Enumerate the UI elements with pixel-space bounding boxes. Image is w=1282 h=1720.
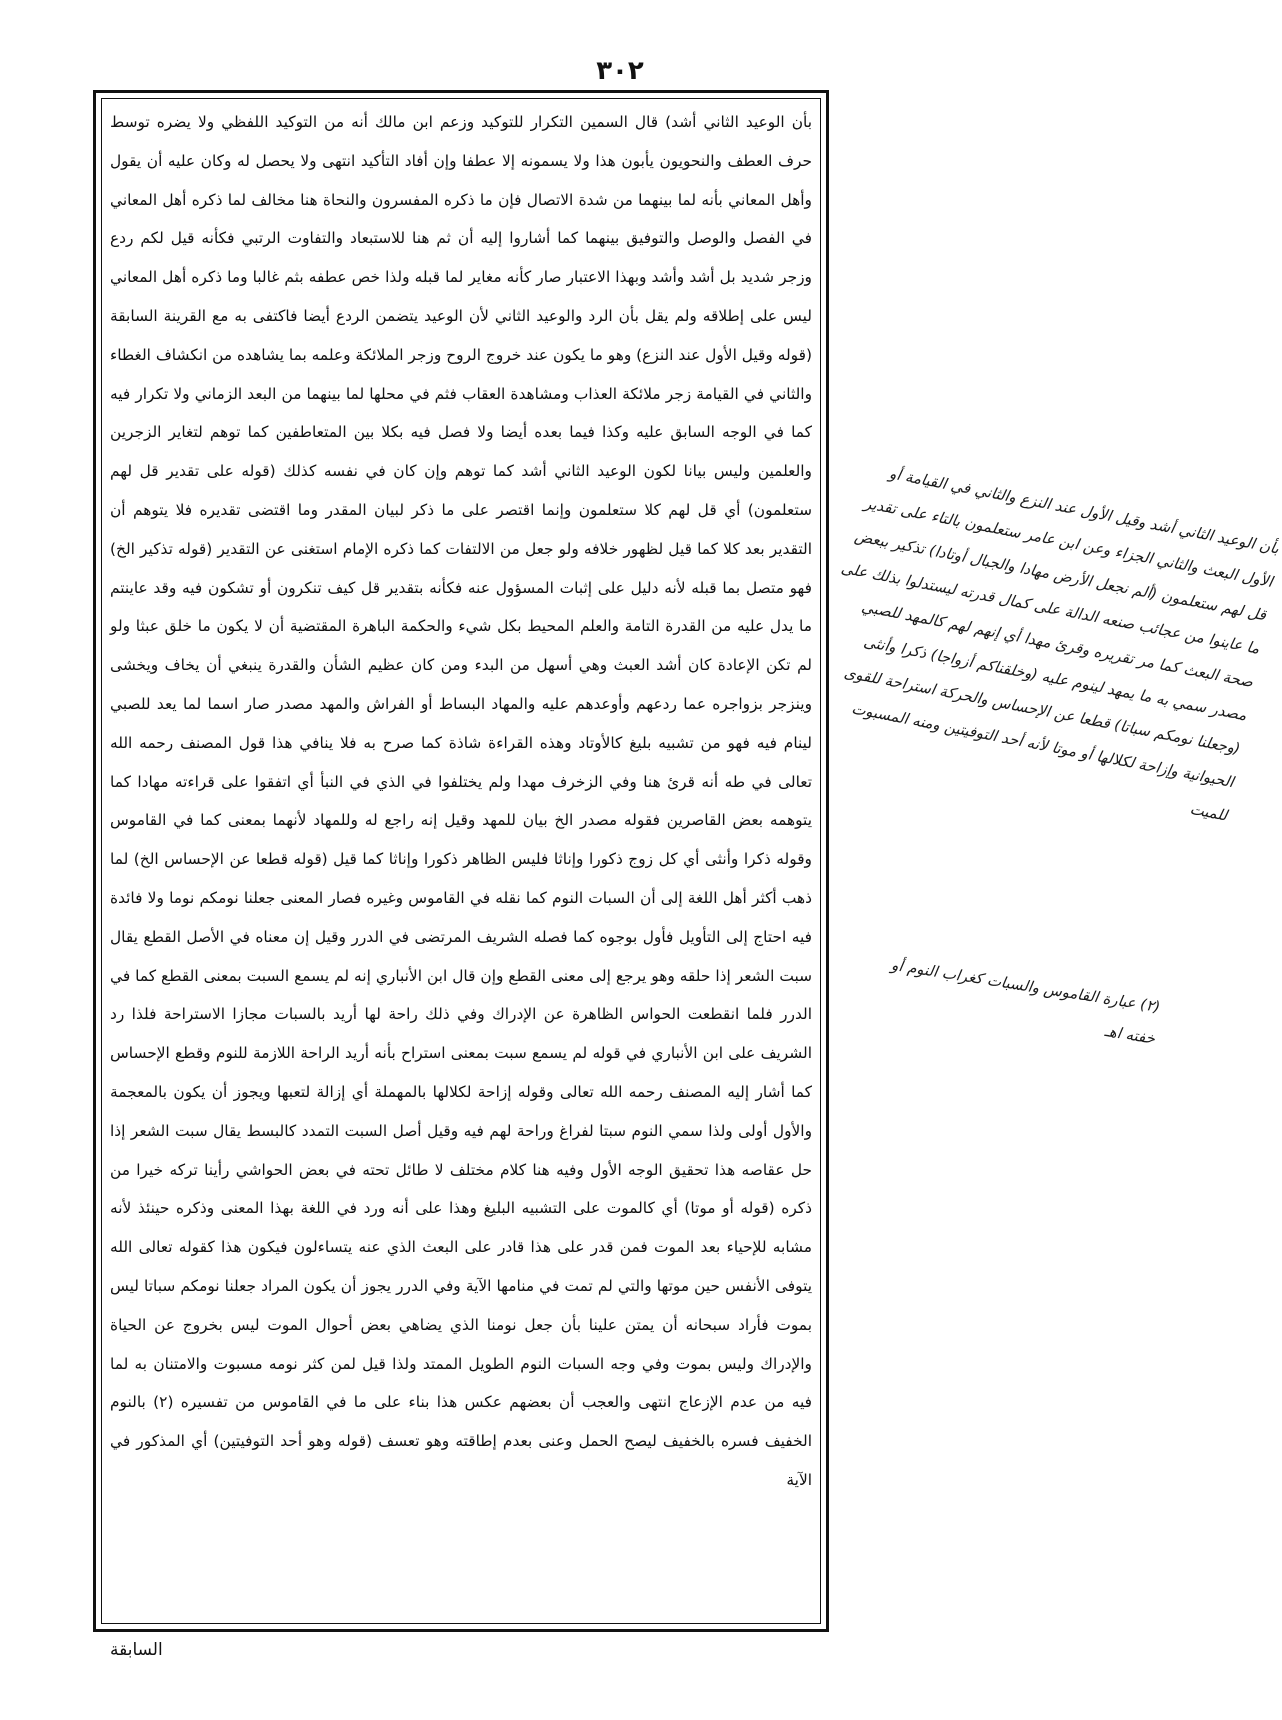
margin-commentary [839,430,1281,930]
page-number: ٣٠٢ [596,56,644,86]
catchword: السابقة [110,1640,163,1660]
main-text-body: بأن الوعيد الثاني أشد) قال السمين التكرار للتوكيد وزعم ابن مالك أنه من التوكيد اللفظي ولا يضره توسط حرف العطف والنحويون يأبون هذا ولا يسمونه إلا عطفا وإن أفاد التأكيد انتهى ولا يحصل له وكان عليه أن يقول وأهل المعاني بأنه لما بينهما من شدة الاتصال فإن ما ذكره المفسرون والنحاة هنا مخالف لما ذكره أهل المعاني في الفصل والوصل والتوفيق بينهما كما أشاروا إليه أن ثم هنا للاستبعاد والتفاوت الرتبي فكأنه قيل لكم ردع وزجر شديد بل أشد وأشد وبهذا الاعتبار صار كأنه مغاير لما قبله ولذا خص عطفه بثم غالبا وما ذكره أهل المعاني ليس على إطلاقه ولم يقل بأن الرد والوعيد الثاني لأن الوعيد يتضمن الردع أيضا فاكتفى به مع القرينة السابقة (قوله وقيل الأول عند النزع) وهو ما يكون عند خروج الروح وزجر الملائكة وعلمه بما يشاهده من انكشاف الغطاء والثاني في القيامة زجر ملائكة العذاب ومشاهدة العقاب فثم في محلها لما بينهما من البعد الزماني ولا تكرار فيه كما في الوجه السابق عليه وكذا فيما بعده أيضا ولا فصل فيه بكلا بين المتعاطفين كما توهم لتغاير الزجرين والعلمين وليس بيانا لكون الوعيد الثاني أشد كما توهم وإن كان في نفسه كذلك (قوله على تقدير قل لهم ستعلمون) أي قل لهم كلا ستعلمون وإنما اقتصر على ما ذكر لبيان المقدر وما اقتضى تقديره فلا يتوهم أن التقدير بعد كلا كما قيل لظهور خلافه ولو جعل من الالتفات كما ذكره الإمام استغنى عن التقدير (قوله تذكير الخ) فهو متصل بما قبله لأنه دليل على إثبات المسؤول عنه فكأنه بتقدير قل كيف تنكرون أو تشكون فيه وقد عاينتم ما يدل عليه من القدرة التامة والعلم المحيط بكل شيء والحكمة الباهرة المقتضية أن لا يكون ما خلق عبثا ولو لم تكن الإعادة كان أشد العبث وهي أسهل من البدء ومن كان عظيم الشأن والقدرة ينبغي أن يخاف ويخشى وينزجر بزواجره عما ردعهم وأوعدهم عليه والمهاد البساط أو الفراش والمهد مصدر صار اسما لما يعد للصبي لينام فيه فهو من تشبيه بليغ كالأوتاد وهذه القراءة شاذة كما صرح به فلا ينافي هذا قول المصنف رحمه الله تعالى في طه أنه قرئ هنا وفي الزخرف مهدا ولم يختلفوا في الذي في النبأ أي اتفقوا على قراءته مهادا كما يتوهمه بعض القاصرين فقوله مصدر الخ بيان للمهد وقيل إنه راجع له وللمهاد لأنهما بمعنى كما في القاموس وقوله ذكرا وأنثى أي كل زوج ذكورا وإناثا فليس الظاهر ذكورا وإناثا كما قيل (قوله قطعا عن الإحساس الخ) لما ذهب أكثر أهل اللغة إلى أن السبات النوم كما نقله في القاموس وغيره فصار المعنى جعلنا نومكم نوما ولا فائدة فيه احتاج إلى التأويل فأول بوجوه كما فصله الشريف المرتضى في الدرر وقيل إن معناه في الأصل القطع يقال سبت الشعر إذا حلقه وهو يرجع إلى معنى القطع وإن قال ابن الأنباري إنه لم يسمع السبت بمعنى القطع كما في الدرر فلما انقطعت الحواس الظاهرة عن الإدراك وفي ذلك راحة لها أريد بالسبات مجازا الاستراحة فلذا رد الشريف على ابن الأنباري في قوله لم يسمع سبت بمعنى استراح بأنه أريد الراحة اللازمة للنوم وقطع الإحساس كما أشار إليه المصنف رحمه الله تعالى وقوله إزاحة لكلالها بالمهملة أي إزالة لتعبها ويجوز أن يكون بالمعجمة والأول أولى ولذا سمي النوم سبتا لفراغ وراحة لهم فيه وقيل أصل السبت التمدد كالبسط يقال سبت الشعر إذا حل عقاصه هذا تحقيق الوجه الأول وفيه هنا كلام مختلف لا طائل تحته في بعض الحواشي رأينا تركه خيرا من ذكره (قوله أو موتا) أي كالموت على التشبيه البليغ وهذا على أنه ورد في اللغة بهذا المعنى وذكره حينئذ لأنه مشابه للإحياء بعد الموت فمن قدر على هذا قادر على البعث الذي عنه يتساءلون فيكون هذا كقوله تعالى الله يتوفى الأنفس حين موتها والتي لم تمت في منامها الآية وفي الدرر يجوز أن يكون المراد جعلنا نومكم سباتا ليس بموت فأراد سبحانه أن يمتن علينا بأن جعل نومنا الذي يضاهي بعض أحوال الموت ليس بخروج عن الحياة والإدراك وليس بموت وفي وجه السبات النوم الطويل الممتد ولذا قيل لمن كثر نومه مسبوت والامتنان به لما فيه من عدم الإزعاج انتهى والعجب أن بعضهم عكس هذا بناء على ما في القاموس من تفسيره (٢) بالنوم الخفيف فسره بالخفيف ليصح الحمل وعنى بعدم إطاقته وهو تعسف (قوله وهو أحد التوفيتين) أي المذكور في الآية [110,113,813,1489]
main-text-frame [93,90,829,1632]
margin-footnote [870,940,1170,1048]
margin-commentary-text: بأن الوعيد الثاني أشد وقيل الأول عند النزع والثاني في القيامة أو الأول البعث والثاني الجزاء وعن ابن عامر ستعلمون بالتاء على تقدير قل لهم ستعلمون (ألم نجعل الأرض مهادا والجبال أوتادا) تذكير ببعض ما عاينوا من عجائب صنعه الدالة على كمال قدرته ليستدلوا بذلك على صحة البعث كما مر تقريره وقرئ مهدا أي إنهم لهم كالمهد للصبي مصدر سمي به ما يمهد لينوم عليه (وخلقناكم أزواجا) ذكرا وأنثى (وجعلنا نومكم سباتا) قطعا عن الإحساس والحركة استراحة للقوى الحيوانية وإزاحة لكلالها أو موتا لأنه أحد التوفيتين ومنه المسبوت للميت [839,464,1281,825]
margin-footnote-text: (٢) عبارة القاموس والسبات كغراب النوم أو خفته اهـ [890,955,1162,1048]
